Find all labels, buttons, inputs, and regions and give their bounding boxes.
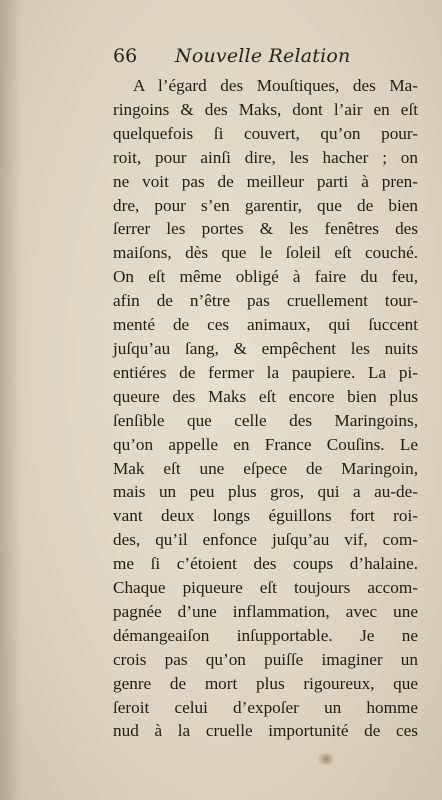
- spine-shadow: [0, 0, 22, 800]
- body-text: [113, 74, 418, 743]
- text-line: maiſons, dès que le ſoleil eſt couché.: [113, 243, 418, 263]
- text-line: crois pas qu’on puiſſe imaginer un: [113, 649, 418, 669]
- text-line: pagnée d’une inflammation, avec une: [113, 601, 418, 621]
- text-line: ſeroit celui d’expoſer un homme: [113, 697, 418, 717]
- running-head: Nouvelle Relation: [175, 45, 351, 67]
- text-line: Mak eſt une eſpece de Maringoin,: [113, 458, 418, 478]
- text-line: nud à la cruelle importunité de ces: [113, 721, 418, 741]
- text-line: On eſt même obligé à faire du feu,: [113, 267, 418, 287]
- text-line: vant deux longs éguillons fort roi-: [113, 506, 418, 526]
- text-line: Chaque piqueure eſt toujours accom-: [113, 578, 418, 598]
- text-line: ne voit pas de meilleur parti à pren-: [113, 171, 418, 191]
- page-number: 66: [113, 45, 138, 67]
- foxing-spot: [318, 753, 334, 765]
- text-line: démangeaiſon inſupportable. Je ne: [113, 625, 418, 645]
- text-line: dre, pour s’en garentir, que de bien: [113, 195, 418, 215]
- text-line: ſenſible que celle des Maringoins,: [113, 410, 418, 430]
- text-line: juſqu’au ſang, & empêchent les nuits: [113, 338, 418, 358]
- text-line: me ſi c’étoient des coups d’halaine.: [113, 554, 418, 574]
- text-line: mais un peu plus gros, qui a au-de-: [113, 482, 418, 502]
- text-line: quelquefois ſi couvert, qu’on pour-: [113, 123, 418, 143]
- text-line: roit, pour ainſi dire, les hacher ; on: [113, 147, 418, 167]
- text-line: ſerrer les portes & les fenêtres des: [113, 219, 418, 239]
- page-header: [113, 45, 413, 73]
- text-line: entiéres de fermer la paupiere. La pi-: [113, 362, 418, 382]
- text-line: des, qu’il enfonce juſqu’au vif, com-: [113, 530, 418, 550]
- text-line: ringoins & des Maks, dont l’air en eſt: [113, 99, 418, 119]
- text-line: menté de ces animaux, qui ſuccent: [113, 315, 418, 335]
- text-line: A l’égard des Mouſtiques, des Ma-: [133, 76, 418, 95]
- text-line: genre de mort plus rigoureux, que: [113, 673, 418, 693]
- text-line: afin de n’être pas cruellement tour-: [113, 291, 418, 311]
- text-line: qu’on appelle en France Couſins. Le: [113, 434, 418, 454]
- text-line: queure des Maks eſt encore bien plus: [113, 386, 418, 406]
